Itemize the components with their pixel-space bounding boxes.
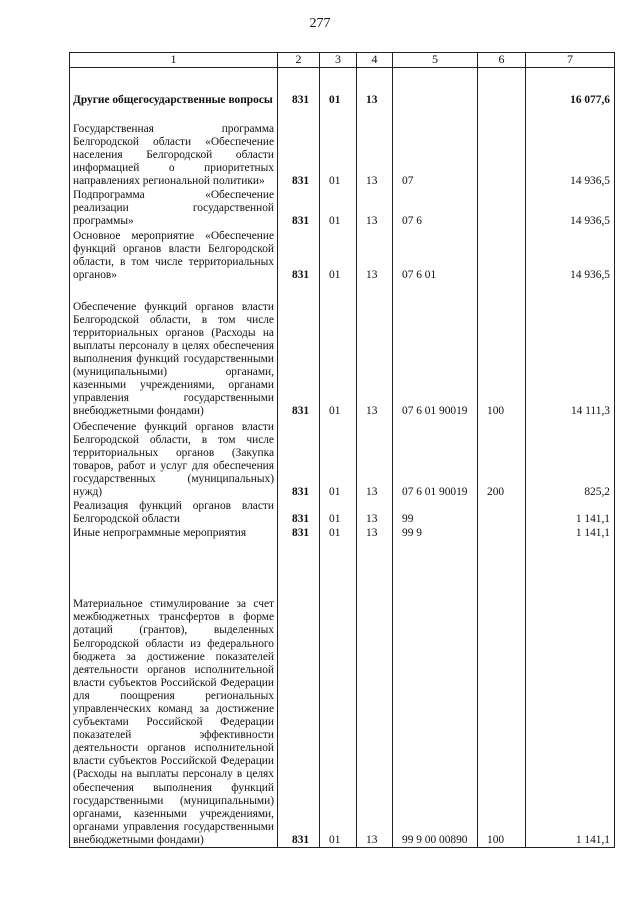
row-expense-type: 100	[478, 541, 526, 848]
row-target-article: 07 6 01 90019	[393, 283, 478, 419]
row-section: 01	[320, 541, 357, 848]
header-col-2: 2	[278, 53, 320, 68]
row-target-article: 07 6 01	[393, 229, 478, 283]
row-expense-type	[478, 108, 526, 189]
row-expense-type	[478, 527, 526, 541]
row-description: Основное мероприятие «Обеспечение функций органов власти Белгородской области, в том числе территориальных органов»	[70, 229, 278, 283]
row-subsection: 13	[357, 419, 393, 500]
row-expense-type	[478, 229, 526, 283]
row-description: Другие общегосударственные вопросы	[70, 68, 278, 108]
row-admin-code: 831	[278, 229, 320, 283]
row-expense-type: 200	[478, 419, 526, 500]
row-expense-type	[478, 68, 526, 108]
row-target-article: 07 6	[393, 189, 478, 229]
header-col-1: 1	[70, 53, 278, 68]
row-subsection: 13	[357, 229, 393, 283]
row-section: 01	[320, 283, 357, 419]
row-subsection: 13	[357, 189, 393, 229]
row-amount: 1 141,1	[526, 500, 615, 527]
table-row	[70, 68, 615, 108]
row-description: Обеспечение функций органов власти Белгородской области, в том числе территориальных органов (Расходы на выплаты персоналу в целях обеспечения выполнения функций государственными (муниципальными) органами, казенными учреждениями, органами управления государственными внебюджетными фондами)	[70, 283, 278, 419]
row-target-article: 99 9	[393, 527, 478, 541]
row-description: Подпрограмма «Обеспечение реализации государственной программы»	[70, 189, 278, 229]
row-description: Материальное стимулирование за счет межбюджетных трансфертов в форме дотаций (грантов), выделенных Белгородской области из федерального бюджета за достижение показателей деятельности органов исполнительной власти субъектов Российской Федерации для поощрения региональных управленческих команд за достижение субъектами Российской Федерации показателей эффективности деятельности органов исполнительной власти субъектов Российской Федерации (Расходы на выплаты персоналу в целях обеспечения выполнения функций государственными (муниципальными) органами, казенными учреждениями, органами управления государственными внебюджетными фондами)	[70, 541, 278, 848]
row-amount: 16 077,6	[526, 68, 615, 108]
table-row	[70, 283, 615, 419]
row-amount: 1 141,1	[526, 527, 615, 541]
row-subsection: 13	[357, 500, 393, 527]
table-row	[70, 229, 615, 283]
row-subsection: 13	[357, 541, 393, 848]
table-row	[70, 541, 615, 848]
row-admin-code: 831	[278, 500, 320, 527]
row-section: 01	[320, 68, 357, 108]
row-amount: 825,2	[526, 419, 615, 500]
header-col-6: 6	[478, 53, 526, 68]
row-amount: 14 936,5	[526, 108, 615, 189]
row-target-article: 99 9 00 00890	[393, 541, 478, 848]
row-expense-type	[478, 189, 526, 229]
row-amount: 14 111,3	[526, 283, 615, 419]
page-number: 277	[309, 16, 331, 31]
row-section: 01	[320, 229, 357, 283]
row-expense-type	[478, 500, 526, 527]
row-section: 01	[320, 527, 357, 541]
row-admin-code: 831	[278, 108, 320, 189]
row-section: 01	[320, 189, 357, 229]
row-target-article	[393, 68, 478, 108]
row-section: 01	[320, 500, 357, 527]
row-admin-code: 831	[278, 68, 320, 108]
row-amount: 14 936,5	[526, 189, 615, 229]
row-subsection: 13	[357, 68, 393, 108]
row-target-article: 07	[393, 108, 478, 189]
row-description: Реализация функций органов власти Белгородской области	[70, 500, 278, 527]
row-expense-type: 100	[478, 283, 526, 419]
row-admin-code: 831	[278, 283, 320, 419]
row-target-article: 07 6 01 90019	[393, 419, 478, 500]
table-row	[70, 527, 615, 541]
row-subsection: 13	[357, 283, 393, 419]
row-amount: 1 141,1	[526, 541, 615, 848]
row-subsection: 13	[357, 108, 393, 189]
table-row	[70, 419, 615, 500]
header-col-4: 4	[357, 53, 393, 68]
row-subsection: 13	[357, 527, 393, 541]
row-admin-code: 831	[278, 541, 320, 848]
header-col-3: 3	[320, 53, 357, 68]
table-row	[70, 189, 615, 229]
header-col-7: 7	[526, 53, 615, 68]
row-amount: 14 936,5	[526, 229, 615, 283]
row-section: 01	[320, 419, 357, 500]
row-target-article: 99	[393, 500, 478, 527]
table-row	[70, 500, 615, 527]
row-section: 01	[320, 108, 357, 189]
budget-table	[69, 52, 615, 848]
row-admin-code: 831	[278, 527, 320, 541]
table-row	[70, 108, 615, 189]
header-row	[70, 53, 615, 68]
row-description: Обеспечение функций органов власти Белгородской области, в том числе территориальных органов (Закупка товаров, работ и услуг для обеспечения государственных (муниципальных) нужд)	[70, 419, 278, 500]
row-description: Иные непрограммные мероприятия	[70, 527, 278, 541]
row-admin-code: 831	[278, 419, 320, 500]
row-description: Государственная программа Белгородской области «Обеспечение населения Белгородской области информацией о приоритетных направлениях региональной политики»	[70, 108, 278, 189]
header-col-5: 5	[393, 53, 478, 68]
row-admin-code: 831	[278, 189, 320, 229]
